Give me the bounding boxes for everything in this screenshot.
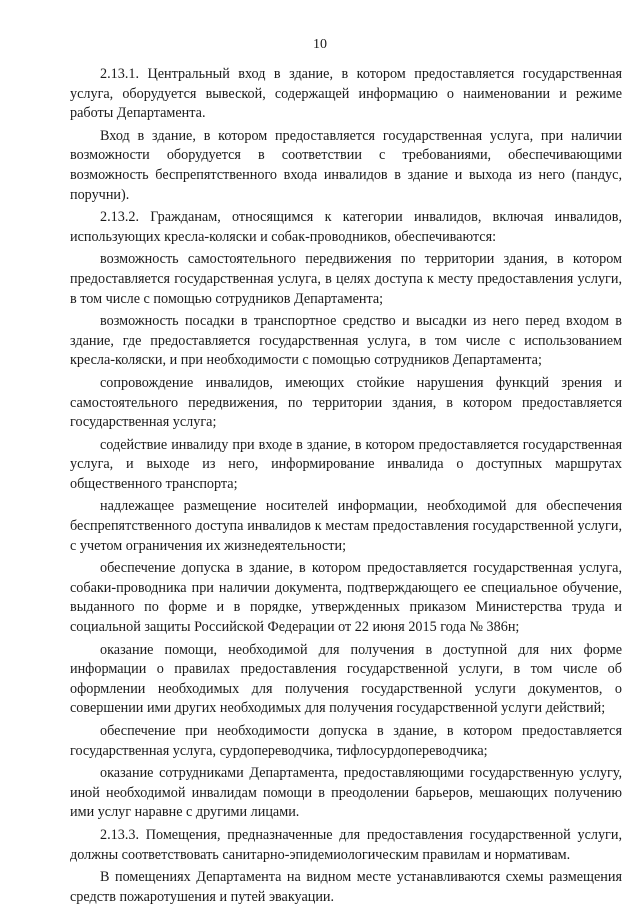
list-item-guide-dog: обеспечение допуска в здание, в котором предоставляется государственная услуга, собаки-проводника при наличии документа, подтверждающего ее специальное обучение, выданного по форме и в порядке, утвержденных приказом Министерства труда и социальной защиты Российской Федерации от 22 июня 2015 года № 386н; [70, 560, 622, 636]
list-item-sign-interpreter: обеспечение при необходимости допуска в здание, в котором предоставляется государственная услуга, сурдопереводчика, тифлосурдопереводчика; [70, 723, 622, 759]
paragraph-2-13-3: 2.13.3. Помещения, предназначенные для предоставления государственной услуги, должны соответствовать санитарно-эпидемиологическим правилам и нормативам. [70, 826, 622, 863]
list-item-movement: возможность самостоятельного передвижения по территории здания, в котором предоставляется государственная услуга, в целях доступа к месту предоставления услуги, в том числе с помощью сотрудников Департамента; [70, 251, 622, 307]
list-item-help-information: оказание помощи, необходимой для получения в доступной для них форме информации о правилах предоставления государственной услуги, в том числе об оформлении необходимых для получения государственной услуги документов, о совершении ими других необходимых для получения государственной услуги действий; [70, 641, 622, 717]
list-item-information-placement: надлежащее размещение носителей информации, необходимой для обеспечения беспрепятственного доступа инвалидов к местам предоставления государственной услуги, с учетом ограничения их жизнедеятельности; [70, 498, 622, 554]
document-body [70, 65, 622, 910]
list-item-transport: возможность посадки в транспортное средство и высадки из него перед входом в здание, где предоставляется государственная услуга, в том числе с использованием кресла-коляски, и при необходимости с помощью сотрудников Департамента; [70, 313, 622, 369]
list-item-assistance-entrance: содействие инвалиду при входе в здание, в котором предоставляется государственная услуга, и выходе из него, информирование инвалида о доступных маршрутах общественного транспорта; [70, 436, 622, 492]
paragraph-evacuation-schemes: В помещениях Департамента на видном месте устанавливаются схемы размещения средств пожаротушения и путей эвакуации. [70, 869, 622, 905]
page-number: 10 [313, 37, 327, 52]
list-item-escort: сопровождение инвалидов, имеющих стойкие нарушения функций зрения и самостоятельного передвижения, по территории здания, в котором предоставляется государственная услуга; [70, 374, 622, 431]
paragraph-2-13-1: 2.13.1. Центральный вход в здание, в котором предоставляется государственная услуга, оборудуется вывеской, содержащей информацию о наименовании и режиме работы Департамента. [70, 66, 622, 122]
paragraph-2-13-2: 2.13.2. Гражданам, относящимся к категории инвалидов, включая инвалидов, использующих кресла-коляски и собак-проводников, обеспечиваются: [70, 209, 622, 245]
paragraph-entrance-equipment: Вход в здание, в котором предоставляется государственная услуга, при наличии возможности оборудуется в соответствии с требованиями, обеспечивающими возможность беспрепятственного входа инвалидов в здание и выхода из него (пандус, поручни). [70, 127, 622, 203]
list-item-other-help: оказание сотрудниками Департамента, предоставляющими государственную услугу, иной необходимой инвалидам помощи в преодолении барьеров, мешающих получению ими услуг наравне с другими лицами. [70, 765, 622, 821]
